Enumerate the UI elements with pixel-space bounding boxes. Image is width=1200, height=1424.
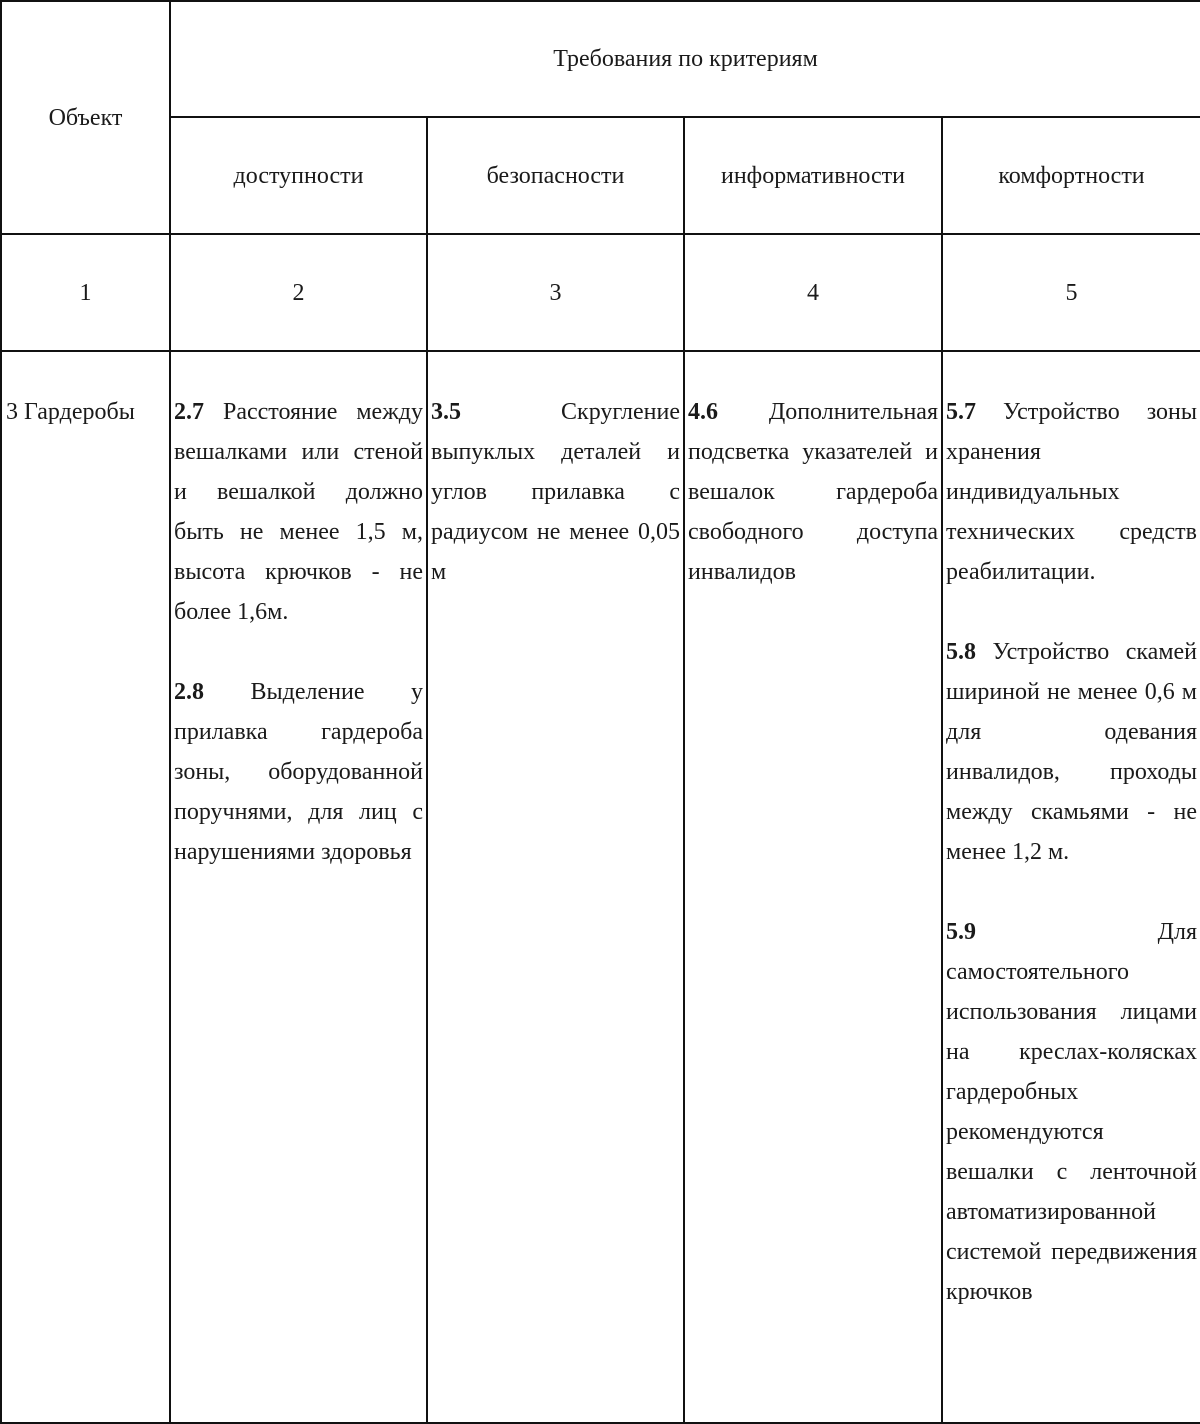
requirement-code: 3.5 bbox=[431, 399, 461, 425]
header-object: Объект bbox=[1, 1, 170, 234]
column-number-row bbox=[1, 234, 1200, 351]
requirement-code: 5.8 bbox=[946, 639, 976, 665]
column-number: 3 bbox=[427, 234, 684, 351]
requirement-text: Скругление выпуклых деталей и углов прилавка с радиусом не менее 0,05 м bbox=[431, 399, 680, 585]
requirement-text: Дополнительная подсветка указателей и вешалок гардероба свободного доступа инвалидов bbox=[688, 399, 938, 585]
column-number: 1 bbox=[1, 234, 170, 351]
requirement-text: Расстояние между вешалками или стеной и вешалкой должно быть не менее 1,5 м, высота крючков - не более 1,6м. bbox=[174, 399, 423, 625]
header-row-top bbox=[1, 1, 1200, 117]
requirement-code: 5.9 bbox=[946, 919, 976, 945]
informativeness-cell bbox=[684, 351, 942, 1423]
requirement-item bbox=[946, 912, 1197, 1312]
requirement-item bbox=[688, 392, 938, 592]
header-criterion-comfort: комфортности bbox=[942, 117, 1200, 234]
header-criterion-accessibility: доступности bbox=[170, 117, 427, 234]
requirement-code: 5.7 bbox=[946, 399, 976, 425]
header-criteria-group: Требования по критериям bbox=[170, 1, 1200, 117]
column-number: 2 bbox=[170, 234, 427, 351]
comfort-cell bbox=[942, 351, 1200, 1423]
column-number: 4 bbox=[684, 234, 942, 351]
header-row-criteria bbox=[1, 117, 1200, 234]
column-number: 5 bbox=[942, 234, 1200, 351]
requirement-item bbox=[174, 672, 423, 872]
requirement-code: 2.7 bbox=[174, 399, 204, 425]
requirement-item bbox=[946, 392, 1197, 592]
table-row bbox=[1, 351, 1200, 1423]
object-cell: 3 Гардеробы bbox=[1, 351, 170, 1423]
requirement-code: 2.8 bbox=[174, 679, 204, 705]
accessibility-cell bbox=[170, 351, 427, 1423]
safety-cell bbox=[427, 351, 684, 1423]
header-criterion-informativeness: информативности bbox=[684, 117, 942, 234]
header-criterion-safety: безопасности bbox=[427, 117, 684, 234]
requirement-code: 4.6 bbox=[688, 399, 718, 425]
requirement-text: Выделение у прилавка гардероба зоны, оборудованной поручнями, для лиц с нарушениями здоровья bbox=[174, 679, 423, 865]
requirement-item bbox=[946, 632, 1197, 872]
requirement-item bbox=[431, 392, 680, 592]
requirement-item bbox=[174, 392, 423, 632]
requirement-text: Устройство скамей шириной не менее 0,6 м для одевания инвалидов, проходы между скамьями - не менее 1,2 м. bbox=[946, 639, 1198, 865]
requirement-text: Для самостоятельного использования лицами на креслах-колясках гардеробных рекомендуются вешалки с ленточной автоматизированной системой передвижения крючков bbox=[946, 919, 1197, 1305]
requirement-text: Устройство зоны хранения индивидуальных технических средств реабилитации. bbox=[946, 399, 1197, 585]
